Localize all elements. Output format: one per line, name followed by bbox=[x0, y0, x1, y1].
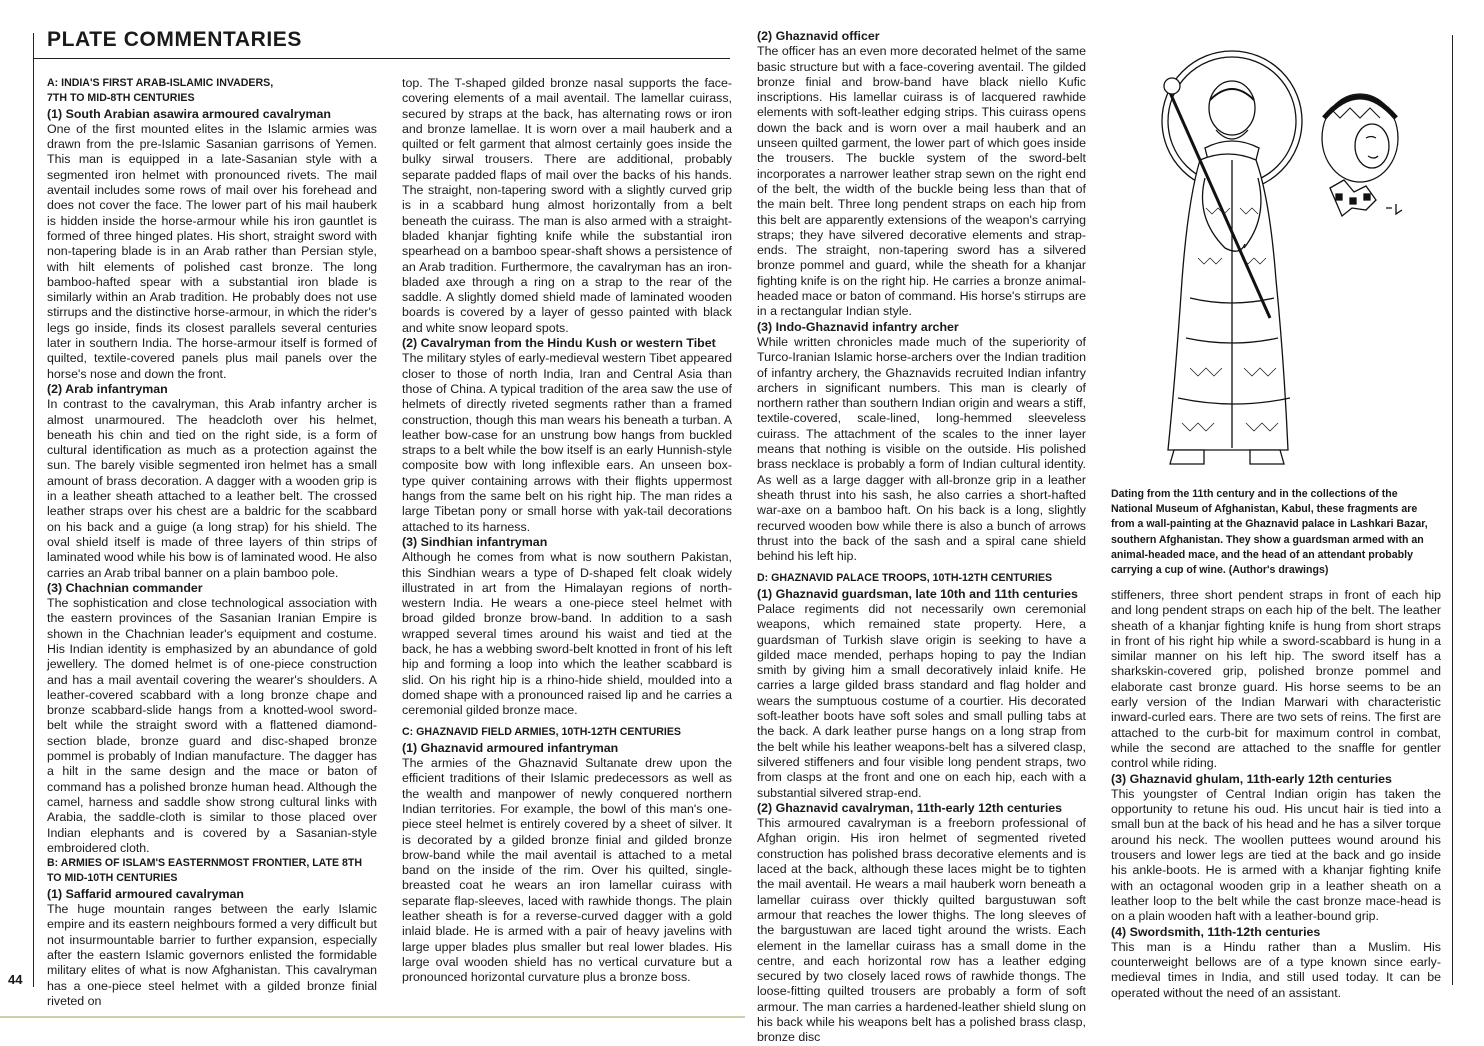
plate-subheading: (4) Swordsmith, 11th-12th centuries bbox=[1111, 924, 1321, 939]
plate-subheading: (1) Ghaznavid armoured infantryman bbox=[402, 740, 619, 755]
plate-subheading: (3) Chachnian commander bbox=[47, 580, 203, 595]
left-margin-rule bbox=[33, 33, 34, 987]
plate-subheading: (3) Sindhian infantryman bbox=[402, 534, 548, 549]
body-paragraph: While written chronicles made much of the superiority of Turco-Iranian Islamic horse-archers over the Indian tradition of infantry archery, the Ghaznavids recruited Indian infantry archers in significant numbers. This man is clearly of northern rather than southern Indian origin and wears a stiff, textile-covered, scale-lined, long-hemmed sleeveless cuirass. The attachment of the scales to the inner layer means that nothing is visible on the outside. His polished brass necklace is probably a form of Indian cultural identity. As well as a large dagger with all-bronze grip in a leather sheath thrust into his sash, he also carries a short-hafted war-axe on a bamboo haft. On his back is a long, slightly recurved wooden bow while there is also a bunch of arrows thrust into the back of the sash and a spiral cane shield behind his left hip. bbox=[757, 334, 1087, 564]
figure-caption: Dating from the 11th century and in the collections of the National Museum of Afghanistan, Kabul, these fragments are from a wall-painting at the Ghaznavid palace in Lashkari Bazar, southern Afghanistan. They show a guardsman armed with an animal-headed mace, and the head of an attendant probably carrying a cup of wine. (Author's drawings) bbox=[1111, 488, 1428, 577]
page-number: 44 bbox=[8, 972, 23, 987]
section-heading: TO MID-10TH CENTURIES bbox=[47, 872, 178, 885]
section-heading: C: GHAZNAVID FIELD ARMIES, 10TH-12TH CENTURIES bbox=[402, 726, 681, 739]
body-paragraph: Although he comes from what is now southern Pakistan, this Sindhian wears a type of D-shaped felt cloak widely illustrated in art from the Himalayan regions of north-western India. He wears a one-piece steel helmet with broad gilded bronze brow-band. In addition to a sash wrapped several times around his waist and tied at the back, he has a webbing sword-belt knotted in front of his left hip and forming a loop into which the leather scabbard is slid. On his right hip is a rhino-hide shield, moulded into a domed shape with a pronounced raised lip and he carries a ceremonial gilded bronze mace. bbox=[402, 550, 732, 718]
plate-subheading: (2) Ghaznavid cavalryman, 11th-early 12th centuries bbox=[757, 800, 1063, 815]
plate-subheading: (3) Indo-Ghaznavid infantry archer bbox=[757, 319, 959, 334]
title-underline bbox=[33, 58, 730, 59]
spacer bbox=[402, 718, 732, 725]
text-column-3 bbox=[757, 29, 1086, 1046]
body-paragraph: The military styles of early-medieval western Tibet appeared closer to those of north India, Iran and Central Asia than those of China. A typical tradition of the area saw the use of helmets of directly riveted segments rather than a framed construction, though this man wears his beneath a turban. A leather bow-case for an unstrung bow hangs from buckled straps to a belt while the bow itself is an early Hunnish-style composite bow with long inflexible ears. An unseen box-type quiver containing arrows with their flights uppermost hangs from the same belt on his right hip. The man rides a large Tibetan pony or small horse with yak-tail decorations attached to its harness. bbox=[402, 351, 732, 534]
body-paragraph: top. The T-shaped gilded bronze nasal supports the face-covering elements of a mail aventail. The lamellar cuirass, secured by straps at the back, has alternating rows or iron and bronze lamellae. It is worn over a mail hauberk and a quilted or felt garment that almost certainly goes inside the bulky sirwal trousers. There are additional, probably separate padded flaps of mail over the backs of his hands. The straight, non-tapering sword with a slightly curved grip is in a scabbard hung almost horizontally from a belt beneath the cuirass. The man is also armed with a straight-bladed khanjar fighting knife while the substantial iron spearhead on a bamboo spear-shaft shows a persistence of an Arab tradition. Furthermore, the cavalryman has an iron-bladed axe through a ring on a strap to the rear of the saddle. A slightly domed shield made of laminated wooden boards is covered by a layer of gesso painted with black and white snow leopard spots. bbox=[402, 76, 732, 335]
body-paragraph: Palace regiments did not necessarily own ceremonial weapons, which remained state property. Here, a guardsman of Turkish slave origin is seeking to have a gilded mace mended, perhaps hoping to pay the Indian smith by giving him a small decoratively inlaid knife. He carries a large gilded brass standard and flag holder and wears the sumptuous costume of a courtier. His decorated soft-leather boots have soft soles and small pulling tabs at the back. A dark leather purse hangs on a long strap from the belt while his leather weapons-belt has a silvered clasp, silvered stiffeners and four visible long pendent straps, two from clasps at the front and one on each hip, each with a substantial silvered strap-end. bbox=[757, 601, 1086, 800]
section-heading: B: ARMIES OF ISLAM'S EASTERNMOST FRONTIER, LATE 8TH bbox=[47, 857, 363, 870]
body-paragraph: In contrast to the cavalryman, this Arab infantry archer is almost unarmoured. The headcloth over his helmet, beneath his chin and tied on the right side, is a form of cultural identification as much as a protection against the sun. The barely visible segmented iron helmet has a small amount of brass decoration. A dagger with a wooden grip is in a leather sheath attached to a leather belt. The crossed leather straps over his chest are a baldric for the scabbard on his back and a guige (a long strap) for his shield. The oval shield itself is made of three layers of thin strips of laminated wood while his bow is of laminated wood. He also carries an Arab tribal banner on a plain bamboo pole. bbox=[47, 397, 377, 580]
body-paragraph: The armies of the Ghaznavid Sultanate drew upon the efficient traditions of their Islamic predecessors as well as the wealth and manpower of newly conquered northern Indian territories. For example, the bowl of this man's one-piece steel helmet is entirely covered by a sheet of silver. It is decorated by a gilded bronze finial and gilded bronze brow-band while the mail aventail is attached to a metal band on the inside of the rim. Over his quilted, single-breasted coat he wears an iron lamellar cuirass with separate flap-sleeves, laced with rawhide thongs. The plain leather sheath is for a reverse-curved dagger with a gold inlaid blade. He is armed with a pair of heavy javelins with large upper blades plus smaller but real lower blades. His large oval wooden shield has no vertical curvature but a pronounced horizontal curvature plus a bronze boss. bbox=[402, 756, 732, 985]
spacer bbox=[757, 564, 1086, 571]
body-paragraph: One of the first mounted elites in the Islamic armies was drawn from the pre-Islamic Sasanian garrisons of Yemen. This man is equipped in a late-Sasanian style with a segmented iron helmet with pronounced rivets. The mail aventail includes some rows of mail over his forehead and does not cover the face. The lower part of his mail hauberk is hidden inside the horse-armour while his iron gauntlet is formed of three hinged plates. His short, straight sword with non-tapering blade is in an Arab rather than Persian style, with hilt elements of polished cast bronze. The long bamboo-hafted spear with a substantial iron blade is similarly within an Arab tradition. He probably does not use stirrups and the distinctive horse-armour, in which the rider's legs go inside, finds its closest parallels several centuries later in southern India. The horse-armour itself is formed of quilted, textile-covered panels plus mail panels over the horse's nose and down the front. bbox=[47, 121, 377, 381]
body-paragraph: This youngster of Central Indian origin has taken the opportunity to retune his oud. His uncut hair is tied into a small bun at the back of his head and he has a silver torque around his neck. The woollen puttees wound around his trousers and lower legs are tied at the back and go inside his ankle-boots. He is armed with a khanjar fighting knife with an octagonal wooden grip in a leather sheath on a leather loop to the belt while the cast bronze mace-head is on a plain wooden haft with a leather-bound grip. bbox=[1111, 786, 1441, 924]
plate-subheading: (1) Ghaznavid guardsman, late 10th and 11th centuries bbox=[757, 586, 1078, 601]
plate-subheading: (1) Saffarid armoured cavalryman bbox=[47, 886, 244, 901]
wall-painting-illustration bbox=[1150, 38, 1455, 493]
page-title: PLATE COMMENTARIES bbox=[47, 28, 303, 51]
plate-subheading: (2) Arab infantryman bbox=[47, 381, 168, 396]
section-heading: A: INDIA'S FIRST ARAB-ISLAMIC INVADERS, bbox=[47, 77, 274, 89]
text-column-2 bbox=[402, 76, 732, 986]
left-page bbox=[0, 0, 745, 1019]
plate-subheading: (1) South Arabian asawira armoured cavalryman bbox=[47, 106, 331, 121]
plate-subheading: (3) Ghaznavid ghulam, 11th-early 12th centuries bbox=[1111, 771, 1392, 786]
plate-subheading: (2) Cavalryman from the Hindu Kush or western Tibet bbox=[402, 336, 716, 351]
body-paragraph: This man is a Hindu rather than a Muslim. His counterweight bellows are of a type known since early-medieval times in India, and still used today. It can be operated without the need of an assistant. bbox=[1111, 939, 1441, 1000]
plate-subheading: (2) Ghaznavid officer bbox=[757, 29, 880, 43]
text-column-1 bbox=[47, 76, 377, 1009]
section-heading: D: GHAZNAVID PALACE TROOPS, 10TH-12TH CENTURIES bbox=[757, 572, 1053, 585]
attendant-head bbox=[1322, 94, 1402, 216]
body-paragraph: This armoured cavalryman is a freeborn professional of Afghan origin. His iron helmet of segmented riveted construction has polished brass decorative elements and is laced at the back, although these laces might be to tighten the mail aventail. He wears a mail hauberk worn beneath a lamellar cuirass over thickly quilted bargustuwan soft armour that reaches the lower thighs. The long sleeves of the bargustuwan are laced tight around the wrists. Each element in the lamellar cuirass has a small dome in the centre, and each horizontal row has a leather edging secured by two closely laced rows of rawhide thongs. The loose-fitting quilted trousers are probably a form of soft armour. The man carries a hardened-leather shield slung on his back while his weapons belt has a polished brass clasp, bronze disc bbox=[757, 816, 1086, 1045]
text-column-4 bbox=[1111, 588, 1441, 1001]
body-paragraph: The sophistication and close technological association with the eastern provinces of the Sasanian Iranian Empire is shown in the Chachnian leader's equipment and costume. His Indian identity is emphasized by an abundance of gold jewellery. The domed helmet is of one-piece construction and has a mail aventail covering the wearer's shoulders. A leather-covered scabbard with a long bronze chape and bronze scabbard-slide hangs from a knotted-wool sword-belt while the straight sword with a flattened diamond-section blade, bronze guard and disc-shaped bronze pommel is probably of Indian manufacture. The dagger has a hilt in the same design and the mace or baton of command has a polished bronze human head. Although the camel, harness and saddle show strong cultural links with Arabia, the saddle-cloth is similar to those placed over Indian elephants and is covered by a Sasanian-style embroidered cloth. bbox=[47, 596, 377, 855]
body-paragraph: The huge mountain ranges between the early Islamic empire and its eastern neighbours formed a very difficult but not insurmountable barrier to further expansion, especially after the eastern Islamic governors enlisted the formidable military elites of what is now Afghanistan. This cavalryman has a one-piece steel helmet with a gilded bronze finial riveted on bbox=[47, 902, 377, 1008]
body-paragraph: stiffeners, three short pendent straps in front of each hip and long pendent straps on each hip of the belt. The leather sheath of a khanjar fighting knife is hung from short straps in front of his right hip while a sword-scabbard is hung in a similar manner on his left hip. The sword itself has a sharkskin-covered grip, polished bronze pommel and elaborate cast bronze guard. His horse seems to be an early version of the Indian Marwari with characteristic inward-curled ears. There are two sets of reins. The first are attached to the curb-bit for maximum control in combat, while the second are attached to the snaffle for gentler control while riding. bbox=[1111, 588, 1441, 771]
body-paragraph: The officer has an even more decorated helmet of the same basic structure but with a face-covering aventail. The gilded bronze finial and brow-band have black niello Kufic inscriptions. His lamellar cuirass is of lacquered rawhide elements with soft-leather edging strips. This cuirass opens down the back and is worn over a mail hauberk and an unseen quilted garment, the lower part of which goes inside the trousers. The buckle system of the sword-belt incorporates a narrower leather strap sewn on the right end of the belt, the width of the buckle being less than that of the main belt. Three long pendent straps on each hip from this belt are apparently extensions of the weapon's carrying straps; they have silvered decorative elements and strap-ends. The straight, non-tapering sword has a silvered bronze pommel and guard, while the sheath for a khanjar fighting knife is on the right hip. He carries a bronze animal-headed mace or baton of command. His horse's stirrups are in a rectangular Indian style. bbox=[757, 44, 1086, 319]
bottom-strip bbox=[0, 1016, 745, 1018]
section-heading: 7TH TO MID-8TH CENTURIES bbox=[47, 92, 195, 105]
